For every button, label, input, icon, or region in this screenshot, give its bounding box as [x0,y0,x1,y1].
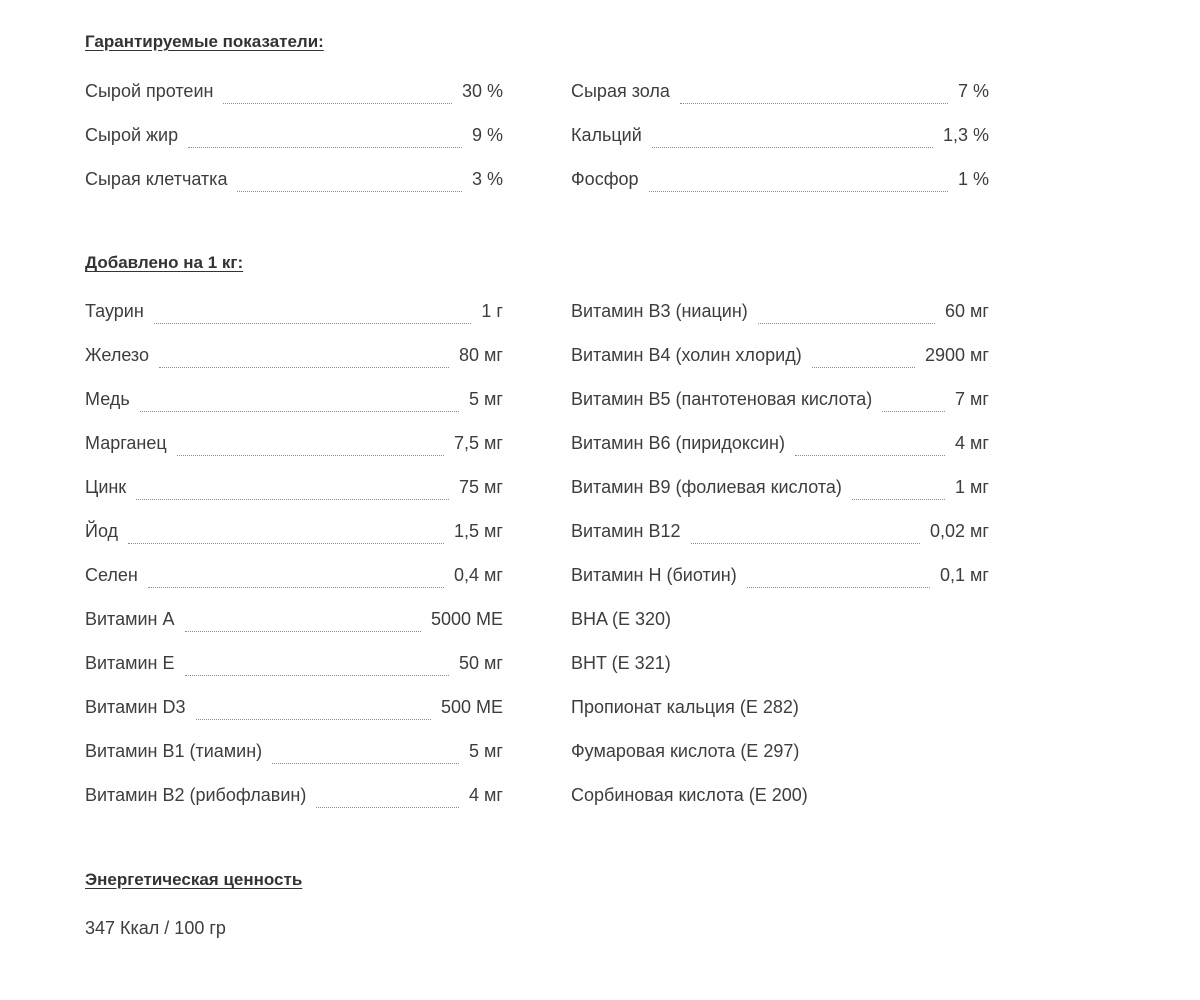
additive-row [571,344,989,388]
additive-row [85,476,503,520]
additive-value: 5 мг [469,389,503,409]
additive-row [571,784,989,828]
nutrient-label: Сырая клетчатка [85,169,228,189]
additive-label: Витамин В1 (тиамин) [85,741,263,761]
dotted-leader [652,125,933,148]
additive-label: Марганец [85,433,167,453]
additive-row [571,652,989,696]
additive-value: 2900 мг [925,345,989,365]
additive-label: Витамин Е [85,653,175,673]
dotted-leader [159,345,449,368]
additive-label: Железо [85,345,149,365]
additive-row [85,608,503,652]
dotted-leader [140,389,459,412]
nutrient-label: Сырой протеин [85,81,214,101]
nutrient-value: 7 % [957,81,989,101]
additive-label: Фумаровая кислота (E 297) [571,741,800,761]
additive-row [85,344,503,388]
additive-row [85,784,503,828]
additive-value: 1,5 мг [454,521,503,541]
dotted-leader [185,653,450,676]
dotted-leader [795,433,945,456]
additive-value: 5000 МЕ [430,609,503,629]
additive-row [571,388,989,432]
additive-row [85,300,503,344]
nutrient-row [571,168,989,212]
additive-value: 500 МЕ [440,697,503,717]
additive-label: Витамин А [85,609,175,629]
dotted-leader [185,609,421,632]
dotted-leader [128,521,444,544]
additive-row [85,432,503,476]
guaranteed-title: Гарантируемые показатели: [85,32,324,51]
additive-label: Витамин В12 [571,521,681,541]
dotted-leader [758,301,935,324]
additive-row [85,564,503,608]
additive-label: Медь [85,389,130,409]
additive-value: 75 мг [459,477,503,497]
nutrient-row [85,124,503,168]
dotted-leader [882,389,945,412]
additive-label: Витамин В2 (рибофлавин) [85,785,307,805]
additive-value: 1 мг [955,477,989,497]
additive-row [571,564,989,608]
dotted-leader [237,169,462,192]
added-left-list [85,300,503,828]
additive-value: 0,02 мг [930,521,989,541]
dotted-leader [272,741,459,764]
dotted-leader [154,301,472,324]
additive-label: Витамин В5 (пантотеновая кислота) [571,389,873,409]
additive-value: 1 г [481,301,503,321]
additive-row [571,696,989,740]
nutrient-value: 3 % [471,169,503,189]
dotted-leader [649,169,948,192]
additive-label: Витамин В6 (пиридоксин) [571,433,785,453]
dotted-leader [148,565,444,588]
nutrient-label: Сырой жир [85,125,179,145]
guaranteed-left-list [85,80,503,212]
energy-title: Энергетическая ценность [85,870,303,889]
additive-label: Цинк [85,477,127,497]
additive-label: Селен [85,565,138,585]
dotted-leader [691,521,921,544]
additive-value: 0,4 мг [454,565,503,585]
additive-value: 7 мг [955,389,989,409]
additive-row [85,740,503,784]
additive-row [85,652,503,696]
dotted-leader [316,785,459,808]
additive-label: Витамин D3 [85,697,186,717]
additive-row [85,388,503,432]
nutrient-value: 1 % [957,169,989,189]
additive-row [571,432,989,476]
nutrient-value: 9 % [471,125,503,145]
additive-label: BHA (E 320) [571,609,672,629]
additive-label: Витамин Н (биотин) [571,565,737,585]
nutrient-row [85,80,503,124]
additive-value: 4 мг [469,785,503,805]
dotted-leader [188,125,462,148]
additive-row [571,740,989,784]
dotted-leader [177,433,444,456]
additive-value: 80 мг [459,345,503,365]
nutrient-label: Сырая зола [571,81,670,101]
additive-value: 50 мг [459,653,503,673]
dotted-leader [196,697,431,720]
additive-row [85,696,503,740]
additive-label: BHT (E 321) [571,653,671,673]
dotted-leader [812,345,915,368]
additive-row [85,520,503,564]
nutrient-row [571,124,989,168]
additive-value: 5 мг [469,741,503,761]
additive-value: 4 мг [955,433,989,453]
nutrient-row [571,80,989,124]
added-title: Добавлено на 1 кг: [85,253,244,272]
dotted-leader [747,565,930,588]
additive-row [571,608,989,652]
additive-label: Витамин В9 (фолиевая кислота) [571,477,842,497]
additive-label: Йод [85,521,119,541]
added-right-list [571,300,989,828]
nutrient-row [85,168,503,212]
additive-row [571,520,989,564]
additive-label: Сорбиновая кислота (E 200) [571,785,808,805]
dotted-leader [852,477,945,500]
guaranteed-right-list [571,80,989,212]
additive-value: 7,5 мг [454,433,503,453]
nutrient-value: 1,3 % [942,125,989,145]
additive-row [571,300,989,344]
nutrient-label: Фосфор [571,169,639,189]
nutrient-value: 30 % [461,81,503,101]
dotted-leader [680,81,948,104]
energy-value: 347 Ккал / 100 гр [85,918,226,938]
nutrient-label: Кальций [571,125,642,145]
dotted-leader [223,81,452,104]
additive-label: Таурин [85,301,144,321]
additive-label: Пропионат кальция (E 282) [571,697,799,717]
additive-row [571,476,989,520]
additive-value: 60 мг [945,301,989,321]
additive-label: Витамин В3 (ниацин) [571,301,748,321]
dotted-leader [136,477,449,500]
additive-label: Витамин В4 (холин хлорид) [571,345,802,365]
additive-value: 0,1 мг [940,565,989,585]
